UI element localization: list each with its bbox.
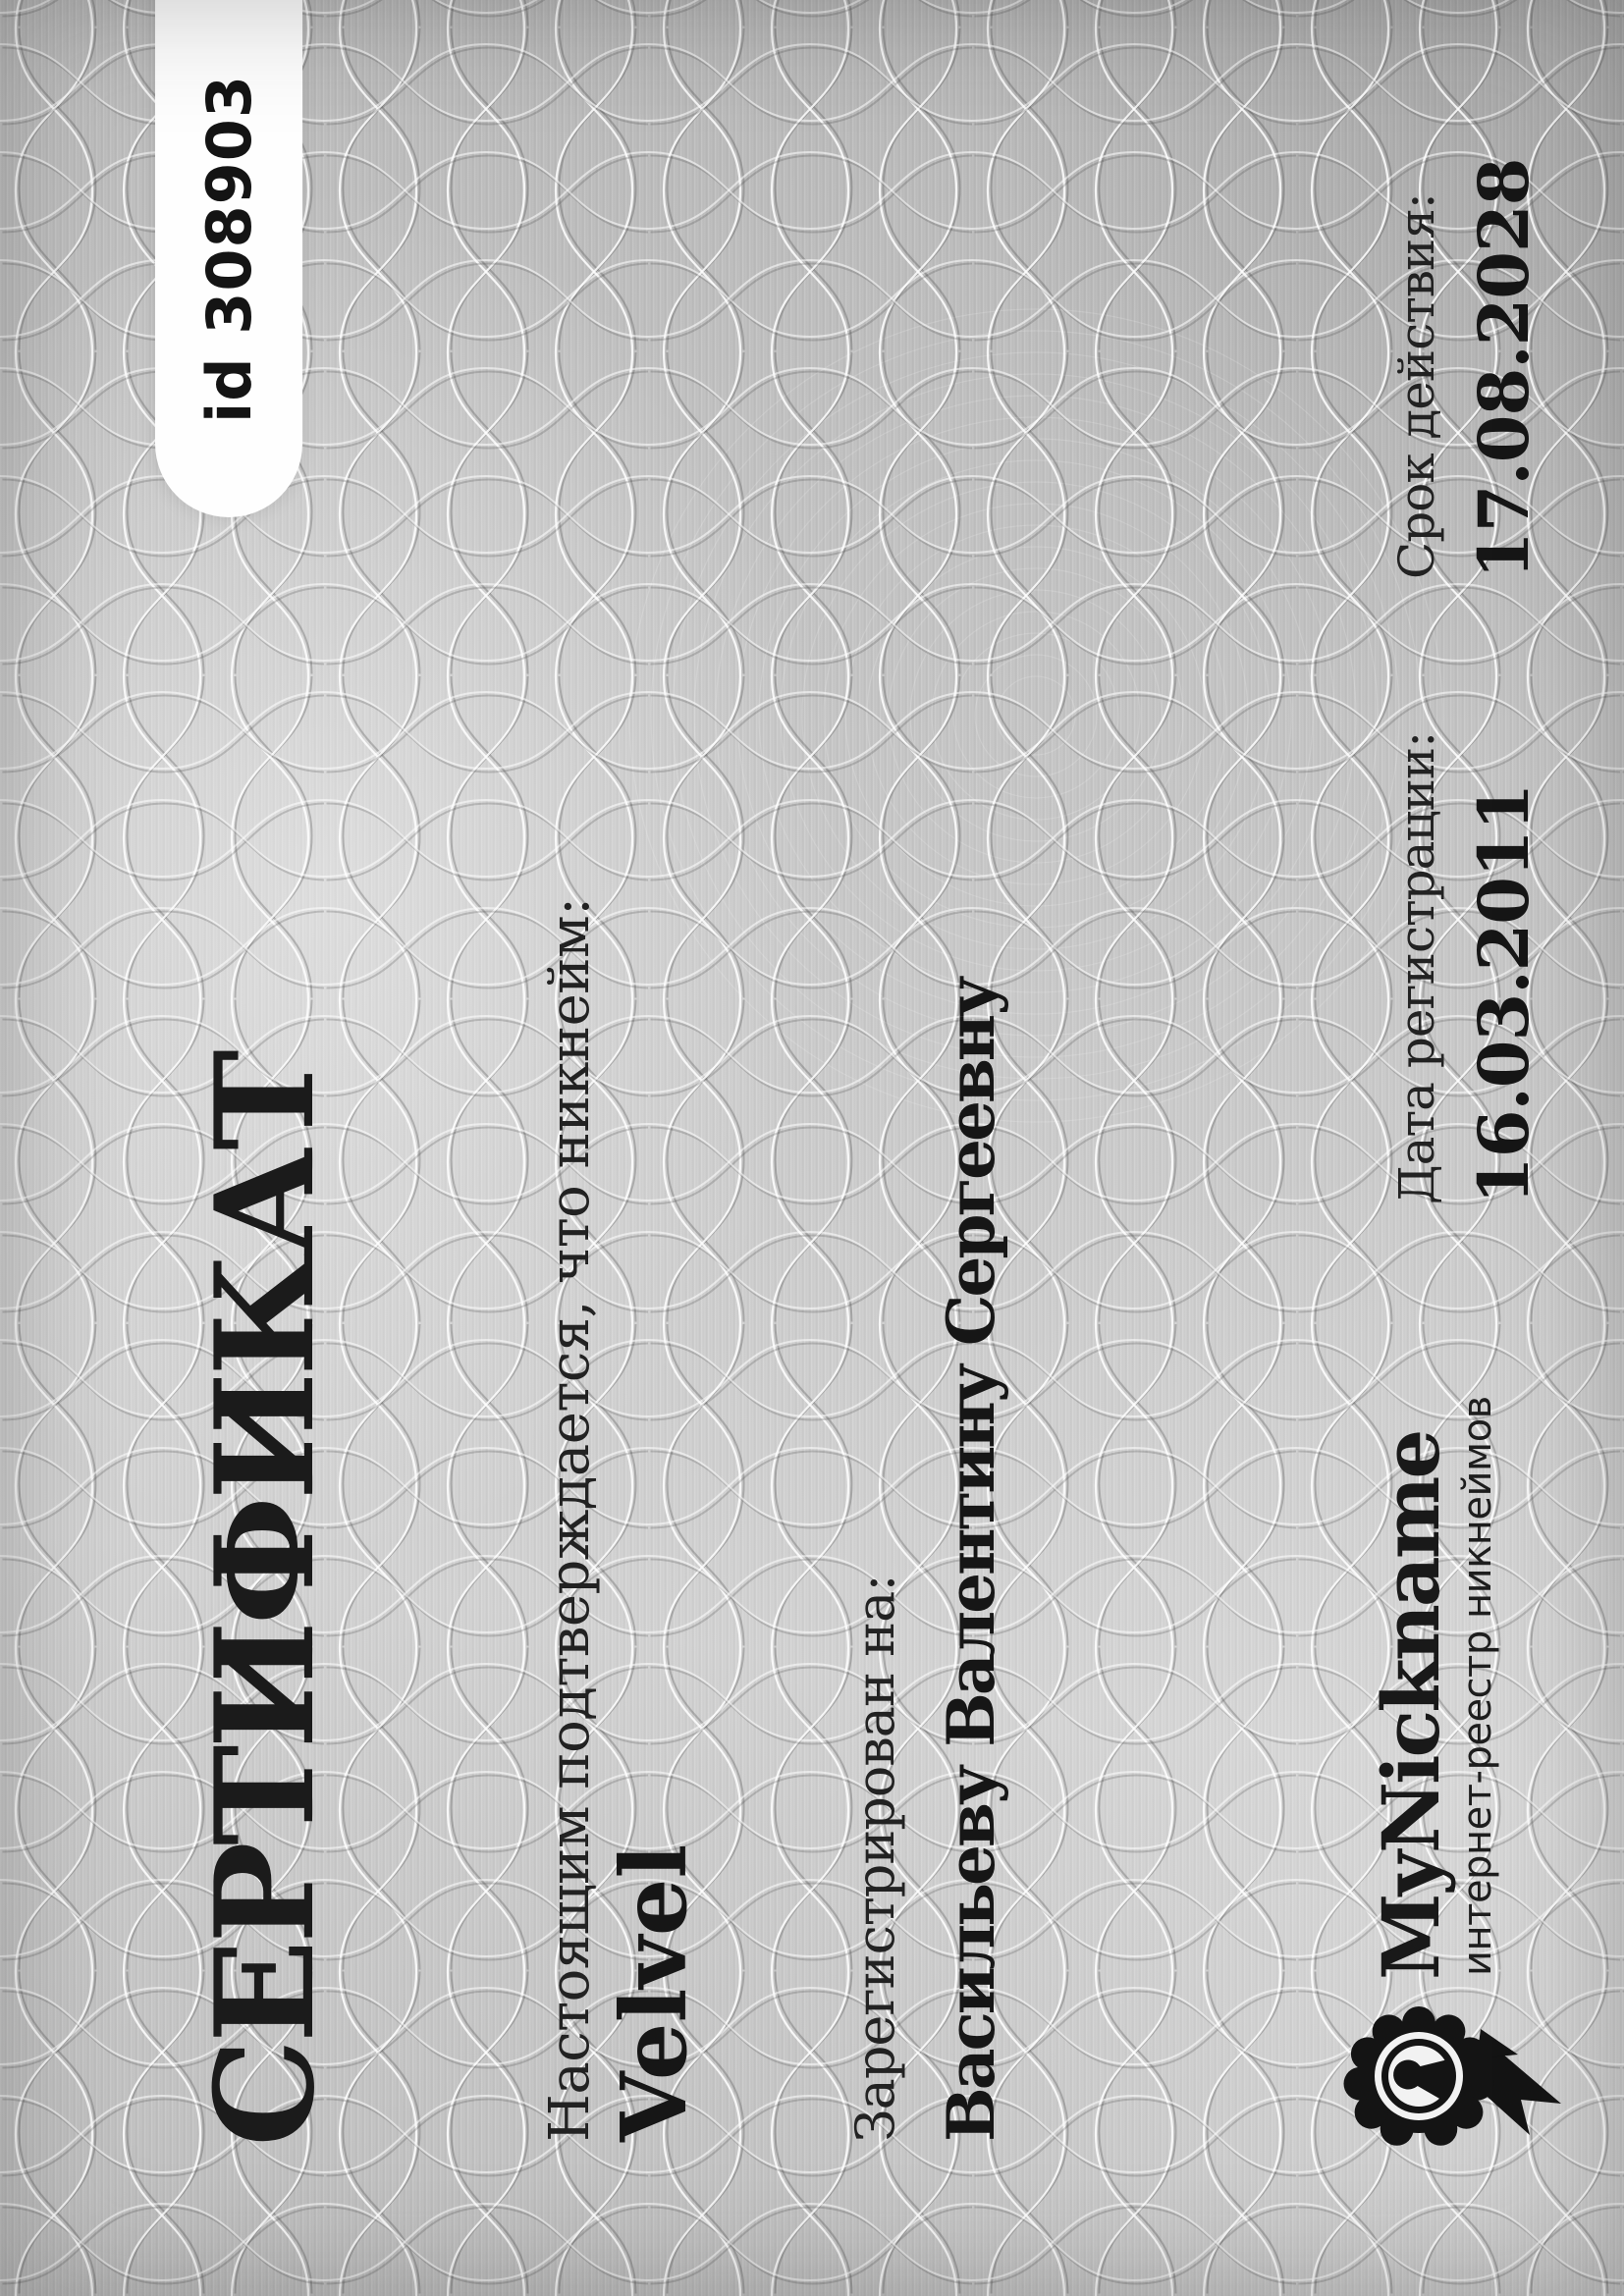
nickname-value: Velvel	[601, 1843, 707, 2142]
holder-name: Васильеву Валентину Сергеевну	[933, 978, 1009, 2142]
statement-label: Настоящим подтверждается, что никнейм:	[538, 897, 602, 2142]
certificate-id-text: id 308903	[192, 74, 265, 423]
validity-date-value: 17.08.2028	[1463, 158, 1544, 579]
registration-date-value: 16.03.2011	[1463, 783, 1544, 1204]
certificate-id-badge	[155, 0, 302, 517]
certificate-title: СЕРТИФИКАТ	[185, 1053, 345, 2147]
brand-tagline: интернет-реестр никнеймов	[1455, 1396, 1500, 1976]
seal-icon	[1333, 1972, 1569, 2159]
brand-name: MyNickname	[1365, 1431, 1457, 1980]
validity-label: Срок действия:	[1388, 193, 1445, 579]
registered-to-label: Зарегистрирован на:	[844, 1575, 906, 2142]
registration-date-label: Дата регистрации:	[1388, 731, 1445, 1204]
